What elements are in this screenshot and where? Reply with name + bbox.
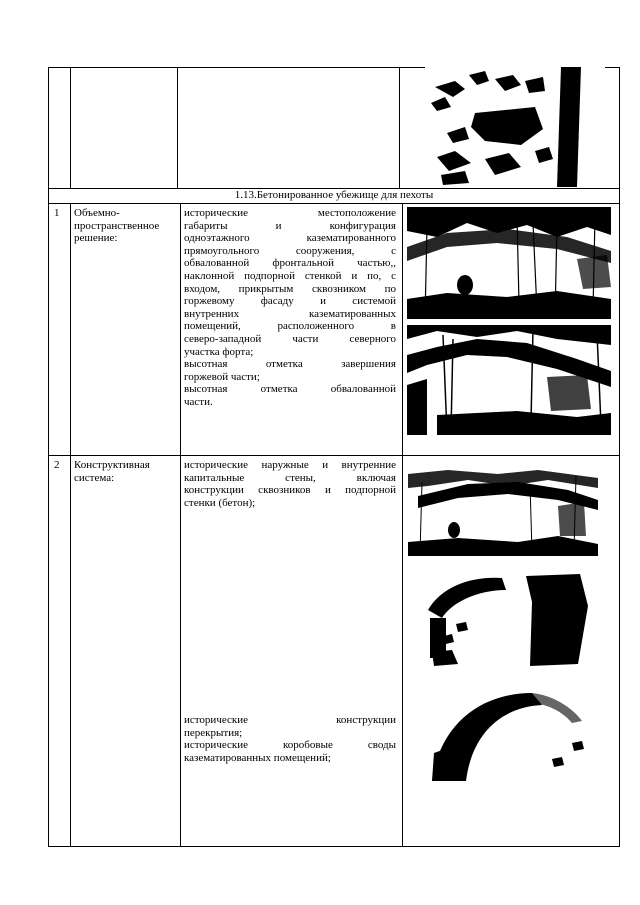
description-line: входом, прикрытым сквозником по — [184, 282, 396, 295]
description-line: исторические конструкции — [184, 714, 396, 726]
col-line-3b — [402, 203, 403, 847]
description-line: участка форта; — [184, 345, 254, 358]
row-divider-1-2 — [48, 455, 620, 456]
row-category — [74, 207, 178, 245]
description-line: габариты и конфигурация — [184, 219, 396, 232]
description-line: наклонной подпорной стенкой и по, с — [184, 269, 396, 282]
category-line: Объемно- — [74, 207, 120, 219]
description-line: казематированных помещений; — [184, 751, 331, 764]
col-line-3a — [399, 67, 400, 188]
description-line: внутренних казематированных — [184, 307, 396, 320]
col-line-2b — [180, 203, 181, 847]
col-line-1b — [70, 203, 71, 847]
title-row-bottom — [48, 203, 620, 204]
description-line: перекрытия; — [184, 726, 243, 739]
category-line: решение: — [74, 232, 118, 245]
table-right-border — [619, 67, 620, 847]
row-description — [184, 459, 396, 509]
category-line: система: — [74, 471, 115, 484]
description-line: конструкции сквозников и подпорной — [184, 484, 396, 497]
description-line: одноэтажного казематированного — [184, 232, 396, 245]
section-title: 1.13.Бетонированное убежище для пехоты — [234, 189, 434, 201]
photo-vault-arch — [422, 683, 600, 781]
description-line: стенки (бетон); — [184, 496, 256, 509]
col-line-1a — [70, 67, 71, 188]
row-description — [184, 207, 396, 409]
category-line: Конструктивная — [74, 459, 150, 471]
description-line: прямоугольного сооружения, с — [184, 244, 396, 257]
col-line-2a — [177, 67, 178, 188]
category-line: пространственное — [74, 219, 160, 232]
table-bottom-border — [48, 846, 620, 847]
photo-bunker-front-1 — [407, 207, 611, 319]
description-line: части. — [184, 395, 213, 408]
row-number: 2 — [54, 459, 60, 471]
description-line: исторические наружные и внутренние — [184, 459, 396, 471]
description-line: капитальные стены, включая — [184, 471, 396, 484]
description-line: высотная отметка обвалованной — [184, 383, 396, 396]
row-number: 1 — [54, 207, 60, 219]
description-line: исторические коробовые своды — [184, 739, 396, 752]
description-line: обвалованной фронтальной частью,, — [184, 257, 396, 270]
description-line: горжевой части; — [184, 370, 260, 383]
description-line: помещений, расположенного в — [184, 320, 396, 333]
description-line: северо-западной части северного — [184, 332, 396, 345]
photo-bunker-front-3 — [408, 466, 598, 556]
description-line: исторические местоположение — [184, 207, 396, 219]
photo-interior-opening — [422, 572, 600, 668]
description-line: высотная отметка завершения — [184, 358, 396, 371]
description-line: горжевому фасаду и системой — [184, 295, 396, 308]
table-left-border — [48, 67, 49, 847]
row-category — [74, 459, 178, 484]
photo-top-continued — [425, 67, 605, 187]
photo-bunker-front-2 — [407, 325, 611, 435]
row-description — [184, 714, 396, 764]
